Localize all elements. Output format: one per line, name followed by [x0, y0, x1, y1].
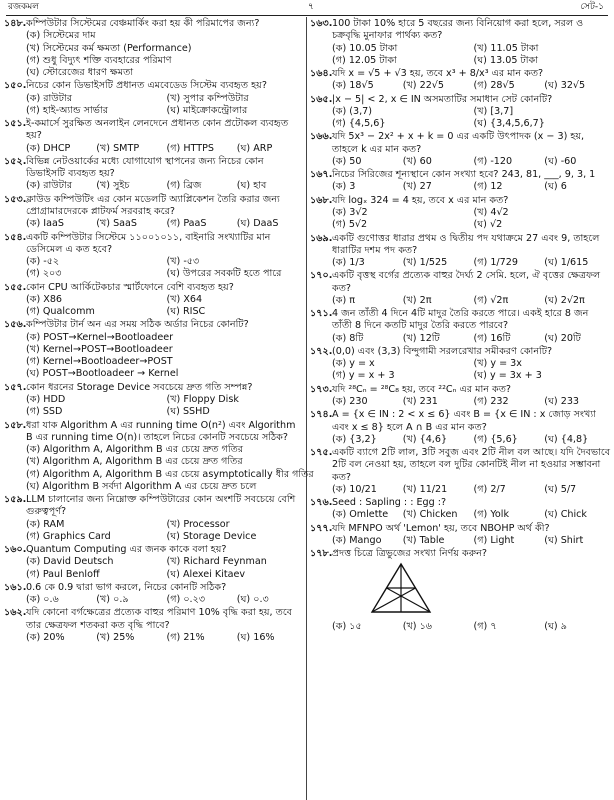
question-text: বিভিন্ন নেটওয়ার্কের মধ্যে যোগাযোগ স্থাপনের জন্য নিচের কোন ডিভাইসটি ব্যবহৃত হয়?	[26, 155, 264, 180]
options-group	[310, 80, 611, 92]
question-text: যদি MFNPO অর্থ 'Lemon' হয়, তবে NBOHP অর্থ কী?	[332, 522, 550, 534]
answer-option: (গ) -120	[473, 155, 513, 167]
answer-option: (গ) Yolk	[473, 509, 509, 521]
options-group	[4, 143, 303, 155]
options-group	[310, 509, 611, 521]
answer-option: (গ) SSD	[26, 406, 63, 418]
page-number: ৭	[308, 2, 314, 12]
answer-option: (ঘ) ARP	[236, 142, 273, 154]
answer-option: (ক) {3,2}	[332, 433, 377, 445]
answer-option: (খ) Richard Feynman	[166, 556, 267, 568]
question-text: ধরা যাক Algorithm A এর running time O(n²) এবং Algorithm B এর running time O(n)। তাহলে নিচের কোনটি সবচেয়ে সঠিক?	[26, 419, 296, 443]
answer-option: (ঘ) Storage Device	[166, 530, 257, 542]
question-number: ১৫১.	[4, 118, 27, 130]
question-item	[310, 384, 611, 409]
question-item	[4, 607, 303, 644]
answer-option: (ক) POST→Kernel→Bootloadeer	[26, 331, 174, 343]
answer-option: (ঘ) Alexei Kitaev	[166, 568, 246, 580]
answer-option: (ক) ১৫	[332, 620, 362, 632]
question-item	[4, 156, 303, 193]
question-number: ১৬৯.	[310, 232, 333, 244]
answer-option: (গ) PaaS	[166, 218, 207, 230]
question-text: একটি ব্যাগে 2টি লাল, 3টি সবুজ এবং 2টি নীল বল আছে। যদি দৈবভাবে 2টি বল নেওয়া হয়, তাহলে বল দুটির কোনটিই নীল না হওয়ার সম্ভাবনা কত?	[332, 447, 611, 483]
question-item	[4, 118, 303, 155]
answer-option: (ঘ) উপরের সবকটি হতে পারে	[166, 268, 282, 280]
answer-option: (গ) Graphics Card	[26, 530, 111, 542]
options-group	[4, 332, 303, 381]
answer-option: (ক) Omlette	[332, 509, 389, 521]
question-text: Seed : Sapling : : Egg :?	[332, 497, 447, 509]
answer-option: (ক) 1/3	[332, 257, 365, 269]
answer-option: (ক) HDD	[26, 393, 66, 405]
question-item	[310, 131, 611, 168]
question-number: ১৭৩.	[310, 383, 333, 395]
question-item	[4, 232, 303, 281]
question-number: ১৫৬.	[4, 319, 27, 331]
options-group	[4, 30, 303, 79]
answer-option: (ঘ) RISC	[166, 306, 206, 318]
options-group	[310, 333, 611, 345]
answer-option: (গ) ব্রিজ	[166, 180, 202, 192]
answer-option: (ঘ) হাব	[236, 180, 267, 192]
question-number: ১৬১.	[4, 581, 27, 593]
answer-option: (খ) 25%	[96, 632, 135, 644]
question-item	[310, 195, 611, 232]
options-group	[4, 519, 303, 544]
triangle-figure	[370, 562, 611, 618]
question-text: LLM চালানোর জন্য নিম্নোক্ত কম্পিউটারের কোন অংশটি সবচেয়ে বেশি গুরুত্বপূর্ণ?	[26, 494, 296, 518]
question-item	[4, 419, 314, 494]
question-text: একটি বৃত্তস্থ বর্গের প্রত্যেক বাহুর দৈর্ঘ্য 2 সেমি. হলে, ঐ বৃত্তের ক্ষেত্রফল কত?	[332, 270, 601, 294]
answer-option: (ক) রাউটার	[26, 180, 73, 192]
answer-option: (খ) Table	[402, 534, 445, 546]
answer-option: (খ) X64	[166, 293, 203, 305]
answer-option: (ঘ) 13.05 টাকা	[473, 54, 538, 66]
options-group	[4, 394, 303, 419]
answer-option: (ঘ) 6	[544, 181, 567, 193]
answer-option: (খ) Floppy Disk	[166, 393, 239, 405]
answer-option: (ক) 20%	[26, 632, 65, 644]
answer-option: (ক) RAM	[26, 518, 65, 530]
answer-option: (গ) Light	[473, 534, 515, 546]
question-text: কম্পিউটার সিস্টেমের বেঞ্চমার্কিং করা হয় কী পরিমাপের জন্য?	[26, 18, 260, 29]
answer-option: (গ) 2/7	[473, 483, 506, 495]
options-group	[310, 535, 611, 547]
answer-option: (গ) {5,6}	[473, 433, 518, 445]
question-text: যদি ²⁸Cₙ = ²⁸C₈ হয়, তবে ²²Cₙ এর মান কত?	[332, 383, 512, 395]
question-text: নিচের সিরিজের শূন্যস্থানে কোন সংখ্যা হবে? 243, 81, ___, 9, 3, 1	[332, 169, 596, 181]
question-text: কোন CPU আর্কিটেকচার স্মার্টফোনে বেশি ব্যবহৃত হয়?	[26, 281, 234, 293]
question-item	[4, 319, 303, 380]
answer-option: (খ) সিস্টেমের কর্ম ক্ষমতা (Performance)	[26, 42, 192, 54]
answer-option: (ঘ) 32√5	[544, 80, 586, 92]
answer-option: (খ) ১৬	[402, 620, 433, 632]
question-text: ই-কমার্সে সুরক্ষিত অনলাইন লেনদেনে প্রধানত কোন প্রটোকল ব্যবহৃত হয়?	[26, 118, 289, 142]
answer-option: (খ) Kernel→POST→Bootloadeer	[26, 343, 173, 355]
header-rule	[6, 15, 608, 16]
answer-option: (গ) ০.২৩	[166, 594, 206, 606]
question-number: ১৬৩.	[310, 18, 333, 29]
answer-option: (ঘ) ০.৩	[236, 594, 269, 606]
question-number: ১৬০.	[4, 544, 27, 556]
answer-option: (ঘ) 2√2π	[544, 294, 585, 306]
answer-option: (গ) Paul Benloff	[26, 568, 100, 580]
question-number: ১৫৮.	[4, 419, 27, 431]
question-item	[310, 409, 611, 446]
question-item	[4, 282, 303, 319]
answer-option: (ক) Algorithm A, Algorithm B এর চেয়ে দ্রুত গতির	[26, 444, 244, 456]
answer-option: (গ) 5√2	[332, 219, 368, 231]
question-number: ১৫৯.	[4, 494, 27, 506]
answer-option: (গ) 16টি	[473, 332, 511, 344]
right-column	[310, 18, 611, 800]
question-text: Quantum Computing এর জনক কাকে বলা হয়?	[26, 544, 227, 556]
options-group	[4, 594, 303, 606]
answer-option: (খ) 4√2	[473, 206, 509, 218]
question-number: ১৭০.	[310, 270, 333, 282]
answer-option: (ক) 50	[332, 155, 362, 167]
answer-option: (খ) 11/21	[402, 483, 448, 495]
question-item	[4, 582, 303, 607]
answer-option: (ক) DHCP	[26, 142, 71, 154]
answer-option: (গ) HTTPS	[166, 142, 214, 154]
question-text: যদি logₓ 324 = 4 হয়, তবে x এর মান কত?	[332, 194, 509, 206]
question-item	[310, 94, 611, 131]
answer-option: (খ) 231	[402, 395, 438, 407]
question-item	[310, 68, 611, 93]
answer-option: (খ) সুপার কম্পিউটার	[166, 92, 249, 104]
question-item	[4, 18, 303, 79]
options-group	[4, 632, 303, 644]
options-group	[310, 358, 611, 383]
answer-option: (খ) 22√5	[402, 80, 445, 92]
question-item	[310, 346, 611, 383]
options-group	[310, 396, 611, 408]
answer-option: (গ) Kernel→Bootloadeer→POST	[26, 356, 173, 368]
question-number: ১৭৭.	[310, 522, 333, 534]
question-text: A = {x ∈ IN : 2 < x ≤ 6} এবং B = {x ∈ IN : x জোড় সংখ্যা এবং x ≤ 8} হলে A ∩ B এর মান কত?	[332, 409, 596, 433]
question-item	[310, 18, 611, 67]
answer-option: (ঘ) স্টোরেজের ধারণ ক্ষমতা	[26, 67, 134, 79]
answer-option: (ক) y = x	[332, 358, 375, 370]
options-group	[4, 556, 303, 581]
answer-option: (খ) 1/525	[402, 257, 448, 269]
answer-option: (গ) ৭	[473, 620, 497, 632]
answer-option: (খ) 2π	[402, 294, 432, 306]
answer-option: (খ) সুইচ	[96, 180, 130, 192]
question-item	[310, 169, 611, 194]
answer-option: (ঘ) {3,4,5,6,7}	[473, 118, 545, 130]
answer-option: (গ) 1/729	[473, 257, 518, 269]
answer-option: (খ) 60	[402, 155, 432, 167]
question-text: (0,0) এবং (3,3) বিন্দুগামী সরলরেখার সমীকরণ কোনটি?	[332, 345, 553, 357]
answer-option: (ঘ) 20টি	[544, 332, 581, 344]
question-number: ১৫৫.	[4, 281, 27, 293]
question-item	[4, 494, 303, 543]
answer-option: (গ) Algorithm A, Algorithm B এর চেয়ে asymptotically ধীর গতির	[26, 468, 314, 480]
answer-option: (ঘ) POST→Bootloadeer → Kernel	[26, 368, 179, 380]
answer-option: (গ) 28√5	[473, 80, 515, 92]
answer-option: (ক) David Deutsch	[26, 556, 114, 568]
options-group	[4, 218, 303, 230]
column-divider	[306, 17, 307, 800]
answer-option: (ঘ) Shirt	[544, 534, 584, 546]
question-number: ১৬২.	[4, 607, 27, 619]
question-text: যদি x = √5 + √3 হয়, তবে x³ + 8/x³ এর মান কত?	[332, 68, 544, 80]
answer-option: (খ) {4,6}	[402, 433, 448, 445]
answer-option: (ঘ) {4,8}	[544, 433, 589, 445]
question-item	[4, 382, 303, 419]
options-group	[310, 43, 611, 68]
options-group	[310, 484, 611, 496]
answer-option: (ঘ) Algorithm B সর্বদা Algorithm A এর চেয়ে দ্রুত চলে	[26, 480, 257, 492]
question-text: যদি কোনো বর্গক্ষেত্রের প্রত্যেক বাহুর পরিমাণ 10% বৃদ্ধি করা হয়, তবে তার ক্ষেত্রফল শতকরা কত বৃদ্ধি পাবে?	[26, 607, 293, 631]
answer-option: (ক) Mango	[332, 534, 382, 546]
answer-option: (ঘ) মাইক্রোকন্ট্রোলার	[166, 104, 248, 116]
options-group	[310, 207, 611, 232]
answer-option: (খ) SMTP	[96, 142, 140, 154]
header-left-text: রজকমল	[8, 2, 40, 12]
answer-option: (খ) SaaS	[96, 218, 138, 230]
answer-option: (ঘ) √2	[473, 219, 503, 231]
answer-option: (গ) ২০৩	[26, 268, 62, 280]
question-text: নিচের কোন ডিভাইসটি প্রধানত এমবেডেড সিস্টেম ব্যবহৃত হয়?	[26, 80, 267, 92]
question-item	[4, 194, 303, 231]
answer-option: (গ) y = x + 3	[332, 370, 395, 382]
question-number: ১৫০.	[4, 80, 27, 92]
question-item	[310, 233, 611, 270]
question-item	[310, 270, 611, 307]
options-group	[310, 106, 611, 131]
question-number: ১৭৪.	[310, 409, 333, 421]
options-group	[310, 181, 611, 193]
answer-option: (ক) -৫২	[26, 256, 60, 268]
left-column	[4, 18, 314, 800]
answer-option: (ঘ) DaaS	[236, 218, 279, 230]
answer-option: (ক) X86	[26, 293, 63, 305]
question-item	[4, 80, 303, 117]
options-group	[310, 621, 611, 633]
options-group	[310, 295, 611, 307]
answer-option: (গ) 21%	[166, 632, 205, 644]
answer-option: (ক) 3√2	[332, 206, 368, 218]
question-number: ১৪৮.	[4, 18, 27, 29]
options-group	[310, 434, 611, 446]
answer-option: (খ) 27	[402, 181, 432, 193]
question-text: 0.6 কে 0.9 দ্বারা ভাগ করলে, নিচের কোনটি সঠিক?	[26, 581, 227, 593]
question-text: যদি 5x³ − 2x² + x + k = 0 এর একটি উৎপাদক (x − 3) হয়, তাহলে k এর মান কত?	[332, 131, 585, 155]
question-number: ১৭২.	[310, 345, 333, 357]
answer-option: (গ) √2π	[473, 294, 509, 306]
answer-option: (ক) সিস্টেমের দাম	[26, 30, 96, 42]
question-number: ১৫২.	[4, 155, 27, 167]
answer-option: (ক) 18√5	[332, 80, 374, 92]
answer-option: (খ) Algorithm A, Algorithm B এর চেয়ে দ্রুত গতির	[26, 456, 243, 468]
options-group	[4, 180, 303, 192]
question-text: একটি গুণোত্তর ধারার প্রথম ও দ্বিতীয় পদ যথাক্রমে 27 এবং 9, তাহলে ধারাটির দশম পদ কত?	[332, 232, 600, 256]
question-number: ১৬৮.	[310, 194, 333, 206]
options-group	[4, 256, 303, 281]
question-text: কম্পিউটার টার্ন অন এর সময় সঠিক অর্ডার নিচের কোনটি?	[26, 319, 249, 331]
question-number: ১৬৭.	[310, 169, 333, 181]
question-number: ১৭১.	[310, 308, 333, 320]
question-item	[310, 523, 611, 548]
answer-option: (ক) 10.05 টাকা	[332, 42, 398, 54]
question-text: কোন ধরনের Storage Device সবচেয়ে দ্রুত গতি সম্পন্ন?	[26, 381, 253, 393]
answer-option: (ক) IaaS	[26, 218, 64, 230]
answer-option: (ক) রাউটার	[26, 92, 73, 104]
answer-option: (গ) হাই-অ্যান্ড সার্ভার	[26, 104, 109, 116]
answer-option: (গ) 232	[473, 395, 509, 407]
answer-option: (ক) 3	[332, 181, 356, 193]
answer-option: (ক) 10/21	[332, 483, 377, 495]
set-label: সেট-১	[580, 2, 604, 12]
answer-option: (খ) -৫৩	[166, 256, 200, 268]
question-number: ১৭৮.	[310, 548, 333, 560]
question-number: ১৭৫.	[310, 447, 333, 459]
answer-option: (ক) 230	[332, 395, 368, 407]
question-text: |x − 5| < 2, x ∈ IN অসমতাটির সমাধান সেট কোনটি?	[332, 93, 553, 105]
question-text: প্রদত্ত চিত্রে ত্রিভুজের সংখ্যা নির্ণয় করুন?	[332, 548, 487, 560]
question-text: ক্লাউড কম্পিউটিং এর কোন মডেলটি অ্যাপ্লিকেশন তৈরি করার জন্য প্রোগ্রামারদেরকে প্লাটফর্ম সরবরাহ করে?	[26, 193, 280, 217]
answer-option: (ঘ) 16%	[236, 632, 275, 644]
page-header	[8, 2, 606, 15]
question-number: ১৫৪.	[4, 231, 27, 243]
answer-option: (ঘ) ৯	[544, 620, 567, 632]
question-number: ১৫৭.	[4, 381, 27, 393]
question-number: ১৫৩.	[4, 193, 27, 205]
question-text: 4 জন তাঁতী 4 দিনে 4টি মাদুর তৈরি করতে পারে। একই হারে 8 জন তাঁতী 8 দিনে কতটি মাদুর তৈরি করতে পারবে?	[332, 308, 589, 332]
answer-option: (খ) [3,7]	[473, 105, 514, 117]
answer-option: (ঘ) Chick	[544, 509, 587, 521]
answer-option: (গ) {4,5,6}	[332, 118, 386, 130]
options-group	[4, 93, 303, 118]
answer-option: (খ) Chicken	[402, 509, 458, 521]
answer-option: (ঘ) y = 3x + 3	[473, 370, 542, 382]
question-item	[310, 548, 611, 633]
answer-option: (ঘ) 1/615	[544, 257, 589, 269]
question-number: ১৬৬.	[310, 131, 333, 143]
question-number: ১৬৪.	[310, 68, 333, 80]
answer-option: (ঘ) 233	[544, 395, 580, 407]
question-text: একটি কম্পিউটার সিস্টেমে ১১০০১০১১, বাইনারি সংখ্যাটির মান ডেসিমেল এ কত হবে?	[26, 231, 271, 255]
answer-option: (ক) (3,7)	[332, 105, 372, 117]
answer-option: (গ) 12	[473, 181, 503, 193]
answer-option: (ঘ) -60	[544, 155, 577, 167]
answer-option: (ঘ) 5/7	[544, 483, 577, 495]
answer-option: (খ) 11.05 টাকা	[473, 42, 539, 54]
answer-option: (গ) Qualcomm	[26, 306, 95, 318]
question-text: 100 টাকা 10% হারে 5 বছরের জন্য বিনিয়োগ করা হলে, সরল ও চক্রবৃদ্ধি মুনাফার পার্থক্য কত?	[332, 18, 584, 42]
question-item	[310, 447, 611, 496]
answer-option: (ঘ) SSHD	[166, 406, 210, 418]
answer-option: (ক) ০.৬	[26, 594, 59, 606]
answer-option: (খ) ০.৯	[96, 594, 129, 606]
question-item	[310, 497, 611, 522]
options-group	[4, 444, 314, 493]
question-item	[4, 544, 303, 581]
question-number: ১৭৬.	[310, 497, 333, 509]
options-group	[310, 257, 611, 269]
answer-option: (খ) Processor	[166, 518, 230, 530]
answer-option: (গ) শুধু বিদ্যুৎ শক্তি ব্যবহারের পরিমাণ	[26, 54, 172, 66]
options-group	[4, 294, 303, 319]
question-item	[310, 308, 611, 345]
options-group	[310, 156, 611, 168]
answer-option: (ক) π	[332, 294, 356, 306]
answer-option: (খ) y = 3x	[473, 358, 522, 370]
answer-option: (গ) 12.05 টাকা	[332, 54, 397, 66]
answer-option: (ক) 8টি	[332, 332, 364, 344]
question-number: ১৬৫.	[310, 93, 333, 105]
answer-option: (খ) 12টি	[402, 332, 440, 344]
